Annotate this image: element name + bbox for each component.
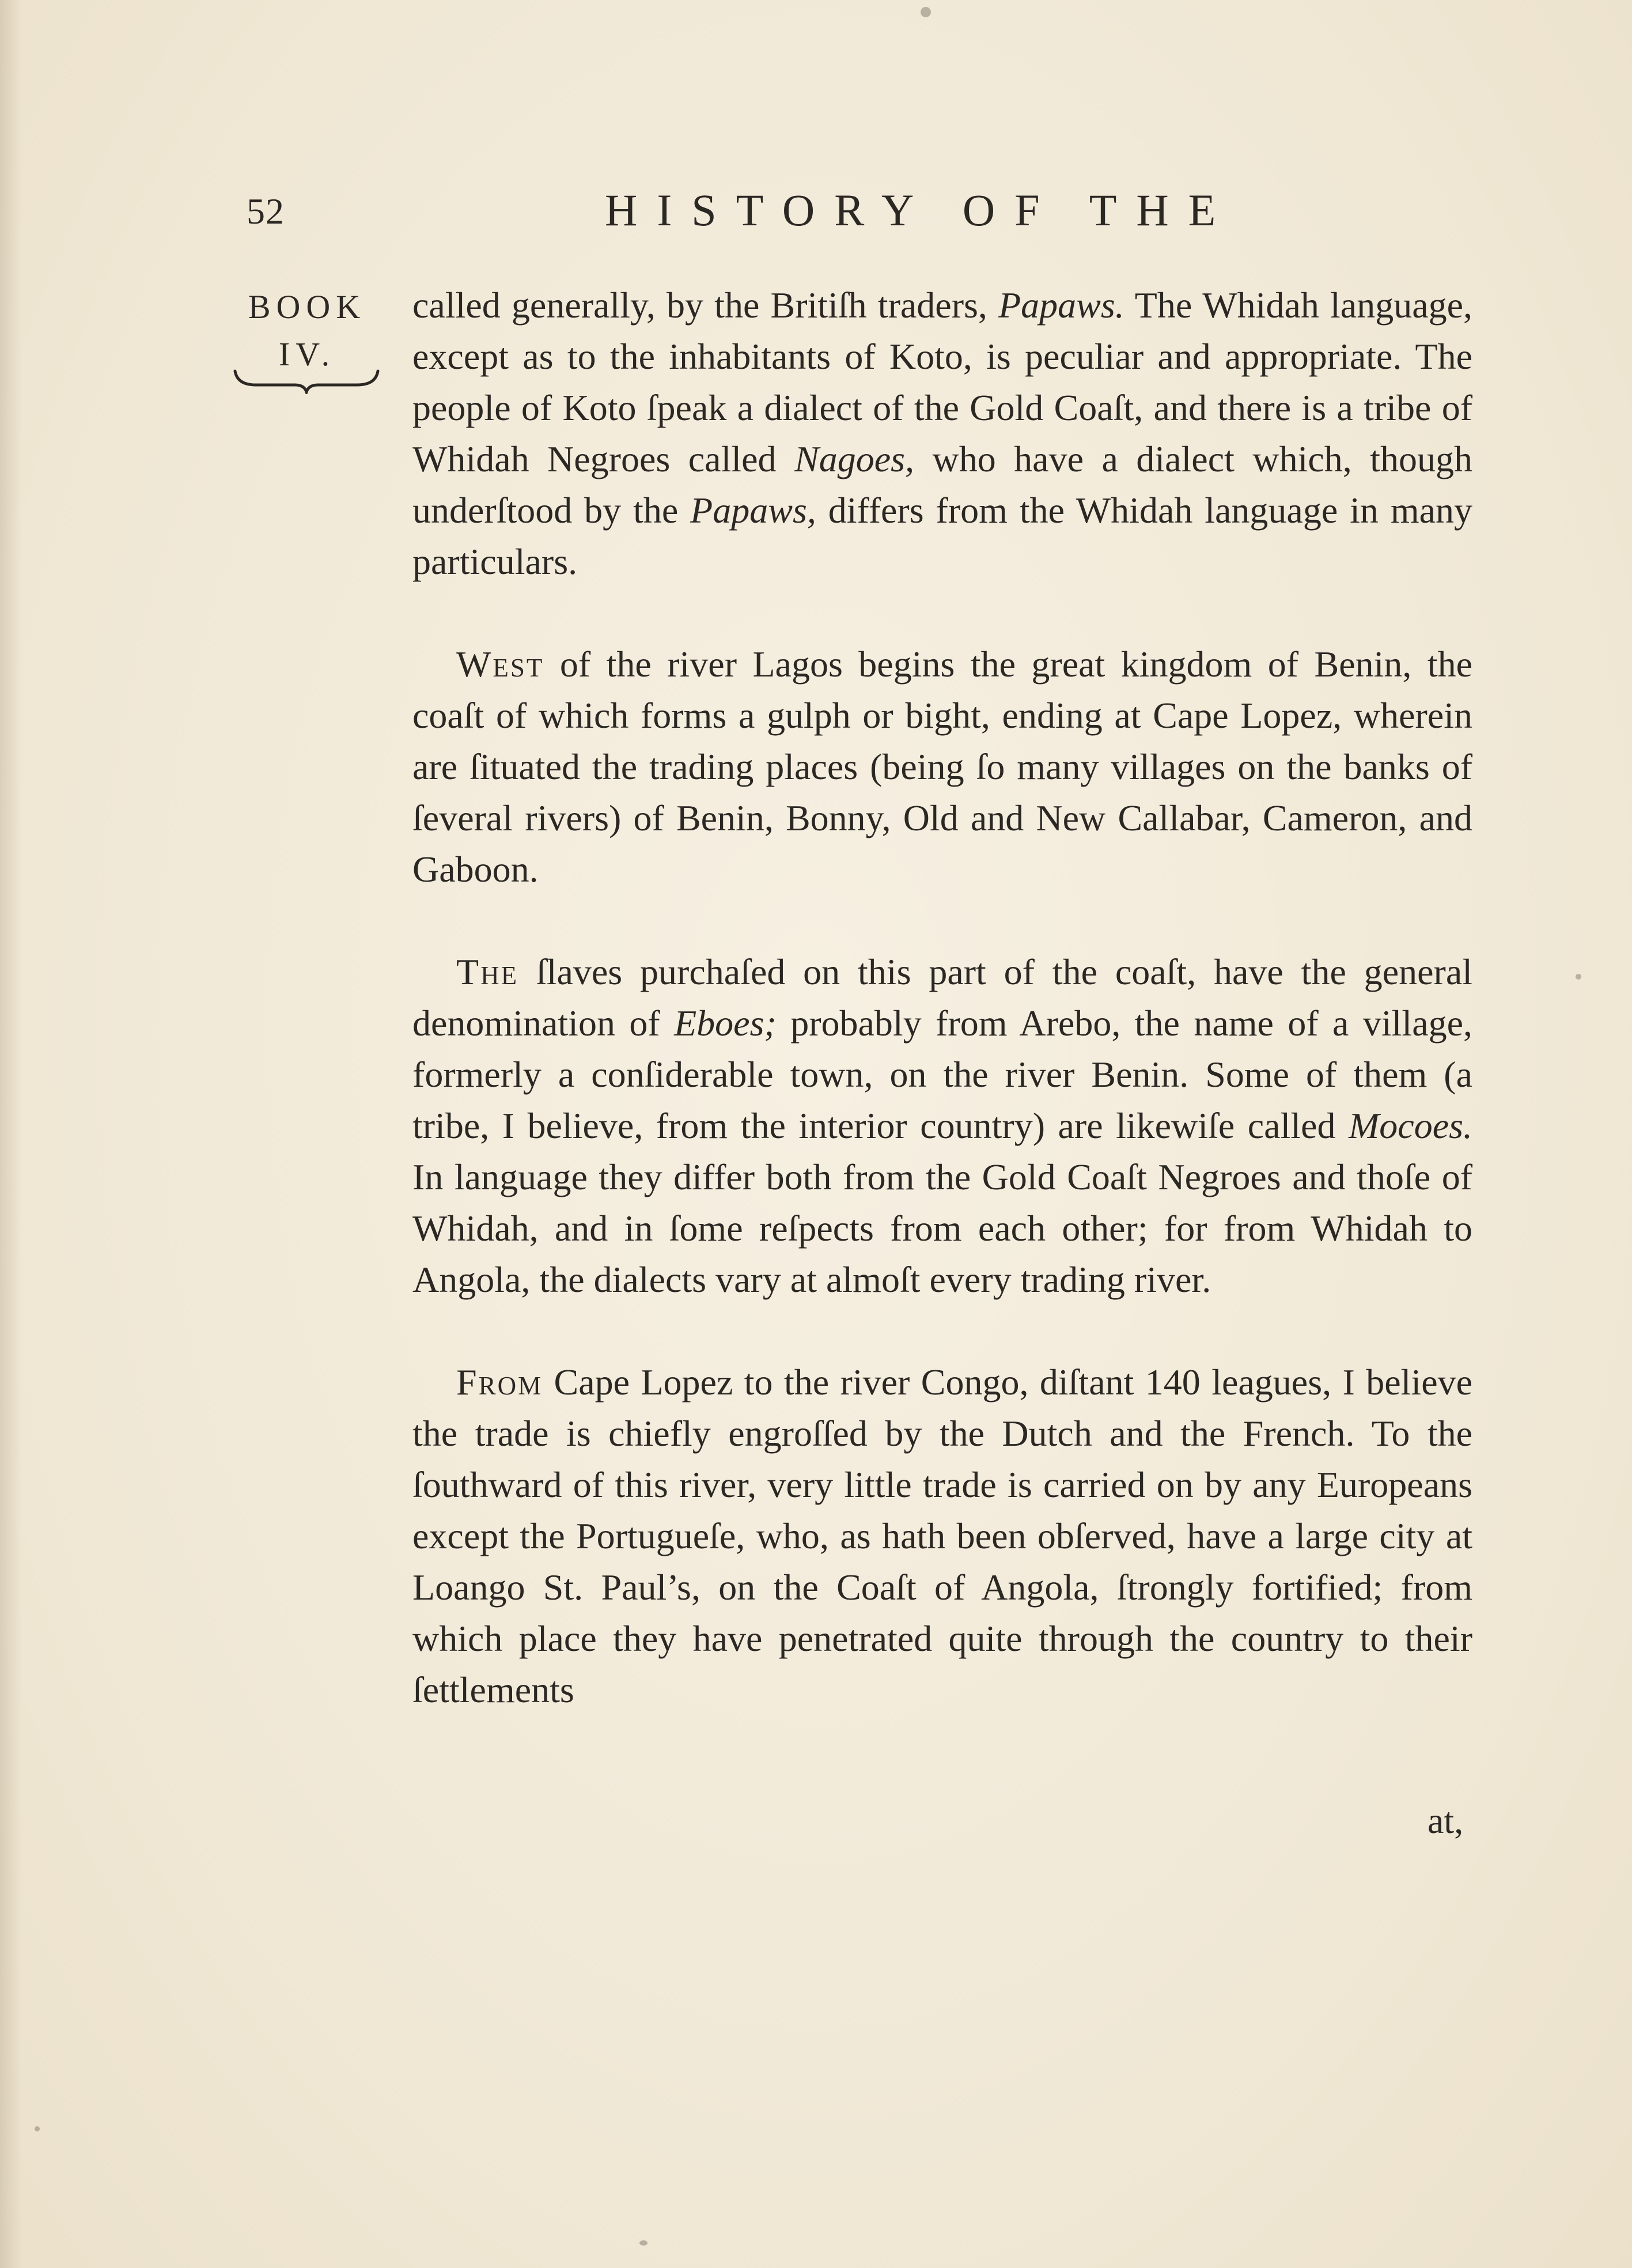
- italic-term: Nagoes,: [794, 439, 915, 479]
- paragraph-text: [412, 1362, 1472, 1710]
- text-run: differs from the Whidah language in many particulars.: [412, 490, 1473, 582]
- italic-term: Papaws.: [998, 285, 1124, 326]
- paper-speck: [921, 7, 931, 17]
- text-run: ſlaves purchaſed on this part of the coaſt, have the general denomination of: [412, 951, 1472, 1044]
- gutter-shadow: [0, 0, 22, 2268]
- paragraph: [412, 946, 1472, 1305]
- paragraph: [412, 279, 1472, 587]
- paragraph: [412, 638, 1472, 895]
- text-run: The Whidah language, except as to the inhabitants of Koto, is peculiar and appropriate. The people of Koto ſpeak a dialect of the Gold Coaſt, and there is a tribe of Whidah Negroes called: [412, 285, 1473, 479]
- paragraph-text: [412, 285, 1472, 582]
- paragraph-lead: The: [456, 951, 519, 992]
- paragraph-lead: West: [456, 644, 544, 685]
- book-number: IV.: [278, 335, 336, 373]
- margin-note: [229, 284, 385, 378]
- book-label: BOOK: [248, 288, 366, 326]
- italic-term: Mocoes.: [1348, 1105, 1472, 1146]
- running-title: HISTORY OF THE: [605, 185, 1236, 235]
- italic-term: Eboes;: [674, 1003, 777, 1044]
- page-number: 52: [247, 191, 285, 232]
- paragraph: [412, 1356, 1472, 1715]
- text-run: who have a dialect which, though underſtood by the: [412, 439, 1473, 531]
- body-text: [412, 279, 1472, 1715]
- paper-speck: [1576, 974, 1581, 980]
- italic-term: Papaws,: [690, 490, 816, 531]
- text-run: of the river Lagos begins the great kingdom of Benin, the coaſt of which forms a gulph or bight, ending at Cape Lopez, wherein are ſituated the trading places (being ſo many villages on the banks of ſeveral rivers) of Benin, Bonny, Old and New Callabar, Cameron, and Gaboon.: [412, 644, 1472, 890]
- text-run: Cape Lopez to the river Congo, diſtant 140 leagues, I believe the trade is chiefly engroſſed by the Dutch and the French. To the ſouthward of this river, very little trade is carried on by any Europeans except the Portugueſe, who, as hath been obſerved, have a large city at Loango St. Paul’s, on the Coaſt of Angola, ſtrongly fortified; from which place they have penetrated quite through the country to their ſettlements: [412, 1362, 1472, 1710]
- paper-speck: [639, 2240, 648, 2246]
- paper-speck: [35, 2126, 40, 2131]
- catchword: at,: [1427, 1800, 1464, 1841]
- text-run: In language they differ both from the Gold Coaſt Negroes and thoſe of Whidah, and in ſome reſpects from each other; for from Whidah to Angola, the dialects vary at almoſt every trading river.: [412, 1156, 1472, 1300]
- paragraph-lead: From: [456, 1362, 543, 1403]
- text-run: probably from Arebo, the name of a village, formerly a conſiderable town, on the river Benin. Some of them (a tribe, I believe, from the interior country) are likewiſe called: [412, 1003, 1472, 1146]
- brace-ornament: [233, 365, 380, 394]
- text-run: called generally, by the Britiſh traders,: [412, 285, 999, 326]
- paragraph-text: [412, 644, 1472, 890]
- paragraph-text: [412, 951, 1472, 1300]
